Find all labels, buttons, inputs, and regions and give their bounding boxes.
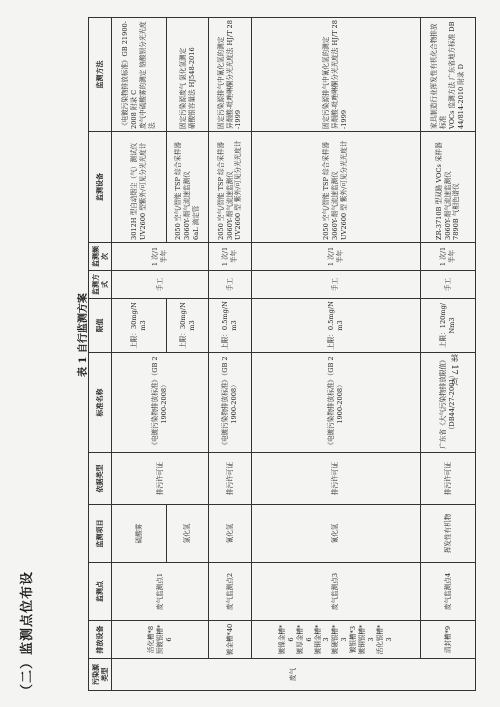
pollutant-cell: 氰化氢	[209, 505, 251, 563]
table-row	[112, 18, 167, 691]
equipment-cell	[209, 621, 251, 659]
limit-cell: 上限：30mg/Nm3	[167, 299, 209, 353]
equipment-cell-line: 镀硬银槽*3	[331, 624, 349, 655]
equipment-cell-line: 镀铜金槽*3	[313, 624, 331, 655]
column-header: 监测方式	[89, 271, 112, 299]
table-row	[251, 18, 420, 691]
column-header: 污染源类型	[89, 659, 112, 691]
standard-cell: 《电镀污染物排放标准》（GB 21900-2008）	[209, 353, 251, 453]
pollution-type-cell: 废气	[112, 659, 476, 691]
equipment-cell-line: 清封槽*9	[443, 625, 452, 654]
page-number: 第 17 页	[450, 354, 459, 386]
frequency-cell: 1 次/1 半年	[112, 243, 209, 271]
monitoring-equipment-cell-line: 2050 空气/智能 TSP 综合采样器	[216, 142, 225, 240]
monitoring-method-cell	[251, 18, 420, 132]
basis-cell: 排污许可证	[251, 453, 420, 505]
monitoring-method-cell-line: 家具制造行业挥发性有机化合物排放标准	[430, 23, 448, 129]
monitoring-equipment-cell-line: UV2600 型紫外/可见分光光度计	[139, 142, 148, 240]
monitoring-method-cell-line: 硝酸银容量法 HJ548-2016	[187, 47, 196, 129]
monitoring-method-cell	[209, 18, 251, 132]
equipment-cell-line: 活化槽*8	[146, 625, 155, 654]
limit-cell: 上限：0.5mg/Nm3	[209, 299, 251, 353]
table-header-row	[89, 18, 112, 691]
equipment-cell-line: 预镀银槽*6	[155, 624, 173, 655]
equipment-cell-line: 镀金槽*40	[225, 623, 234, 656]
basis-cell: 排污许可证	[420, 453, 475, 505]
monitoring-equipment-cell-line: 2050 空气/智能 TSP 综合采样器	[174, 142, 183, 240]
monitoring-method-cell-line: 固定污染源排气中氰化氢的测定	[322, 36, 331, 129]
monitoring-method-cell-line: 固定污染源排气中氰化氢的测定	[216, 36, 225, 129]
monitoring-point-cell: 废气监测点3	[251, 563, 420, 621]
monitoring-equipment-cell-line: 3060Y-烟气流速监测仪	[183, 171, 192, 240]
monitoring-equipment-cell-line: 3012H 型自动烟尘（气）测试仪	[130, 142, 139, 240]
column-header: 监测点	[89, 563, 112, 621]
monitoring-method-cell-line: VOCs 监测方法 广东省地方标准 DB44/814-2010 附录 D	[447, 21, 465, 129]
monitoring-method-cell	[112, 18, 167, 132]
limit-cell: 上限：120mg/Nm3	[420, 299, 475, 353]
monitoring-point-cell: 废气监测点4	[420, 563, 475, 621]
frequency-cell: 1 次/1 半年	[209, 243, 251, 271]
standard-cell: 广东省《大气污染物排放限值》（DB44/27-2001）	[420, 353, 475, 453]
monitoring-method-cell-line: 《电镀污染物排放标准》GB 21900-2008 附录 C	[121, 21, 139, 129]
monitoring-equipment-cell-line: UV2600 型 紫外/可见分光光度计	[340, 140, 349, 240]
mode-cell: 手工	[251, 271, 420, 299]
monitoring-equipment-cell	[251, 132, 420, 243]
column-header: 监测方法	[89, 18, 112, 132]
equipment-cell-line: 活化银槽*3	[375, 624, 393, 655]
equipment-cell-line: 镀厚金槽*6	[295, 624, 313, 655]
monitoring-equipment-cell-line: 6aL 滴定管	[192, 205, 201, 240]
standard-cell: 《电镀污染物排放标准》（GB 21900-2008）	[251, 353, 420, 453]
pollutant-cell: 挥发性有机物	[420, 505, 475, 563]
standard-cell: 《电镀污染物排放标准》（GB 21900-2008）	[112, 353, 209, 453]
monitoring-point-cell: 废气监测点2	[209, 563, 251, 621]
column-header: 限值	[89, 299, 112, 353]
mode-cell: 手工	[112, 271, 209, 299]
equipment-cell	[251, 621, 420, 659]
monitoring-method-cell-line: 废气中硫酸雾的测定 铬酸钡分光光度法	[139, 21, 156, 129]
monitoring-equipment-cell	[112, 132, 167, 243]
monitoring-plan-table	[88, 17, 476, 691]
limit-cell: 上限：30mg/Nm3	[112, 299, 167, 353]
monitoring-method-cell-line: 固定污染源废气 氯化氢测定	[178, 47, 187, 129]
monitoring-equipment-cell-line: UV2600 型 紫外/可见分光光度计	[234, 140, 243, 240]
basis-cell: 排污许可证	[112, 453, 209, 505]
monitoring-equipment-cell-line: 2050 空气/智能 TSP 综合采样器	[322, 142, 331, 240]
pollutant-cell: 硫酸雾	[112, 505, 167, 563]
table-caption: 表 1 自行监测方案	[78, 293, 89, 377]
column-header: 依据类型	[89, 453, 112, 505]
equipment-cell-line: 镀镍金槽*6	[278, 624, 295, 655]
monitoring-equipment-cell-line: 3060Y-烟气流速监测仪	[443, 171, 452, 240]
monitoring-equipment-cell	[420, 132, 475, 243]
frequency-cell: 1 次/1 半年	[420, 243, 475, 271]
pollutant-cell: 氰化氢	[251, 505, 420, 563]
monitoring-equipment-cell-line: ZR-3710B 型双路 VOCs 采样器	[434, 142, 443, 240]
equipment-cell	[420, 621, 475, 659]
monitoring-point-cell: 废气监测点1	[112, 563, 209, 621]
column-header: 监测项目	[89, 505, 112, 563]
monitoring-equipment-cell-line: 7890B 气相色谱仪	[452, 183, 461, 240]
mode-cell: 手工	[420, 271, 475, 299]
monitoring-equipment-cell	[167, 132, 209, 243]
monitoring-equipment-cell-line: 3060Y-烟气流速监测仪	[331, 171, 340, 240]
column-header: 标准名称	[89, 353, 112, 453]
equipment-cell	[112, 621, 209, 659]
monitoring-method-cell	[167, 18, 209, 132]
column-header: 监测设备	[89, 132, 112, 243]
monitoring-method-cell-line: 异烟酸-吡唑啉酮分光光度法 HJ/T 28-1999	[331, 20, 349, 129]
monitoring-equipment-cell-line: 3060Y-烟气流速监测仪	[225, 171, 234, 240]
equipment-cell-line: 镀铜银槽*3	[358, 624, 375, 655]
monitoring-method-cell-line: 异烟酸-吡唑啉酮分光光度法 HJ/T 28-1999	[225, 20, 243, 129]
equipment-cell-line: 镀银槽*3	[349, 625, 358, 654]
table-row	[209, 18, 251, 691]
monitoring-method-cell	[420, 18, 475, 132]
monitoring-equipment-cell	[209, 132, 251, 243]
mode-cell: 手工	[209, 271, 251, 299]
section-heading: （二）监测点位布设	[20, 570, 35, 697]
basis-cell: 排污许可证	[209, 453, 251, 505]
column-header: 监测频次	[89, 243, 112, 271]
table-row	[420, 18, 475, 691]
column-header: 排放设备	[89, 621, 112, 659]
limit-cell: 上限：0.5mg/Nm3	[251, 299, 420, 353]
pollutant-cell: 氯化氢	[167, 505, 209, 563]
frequency-cell: 1 次/1 半年	[251, 243, 420, 271]
